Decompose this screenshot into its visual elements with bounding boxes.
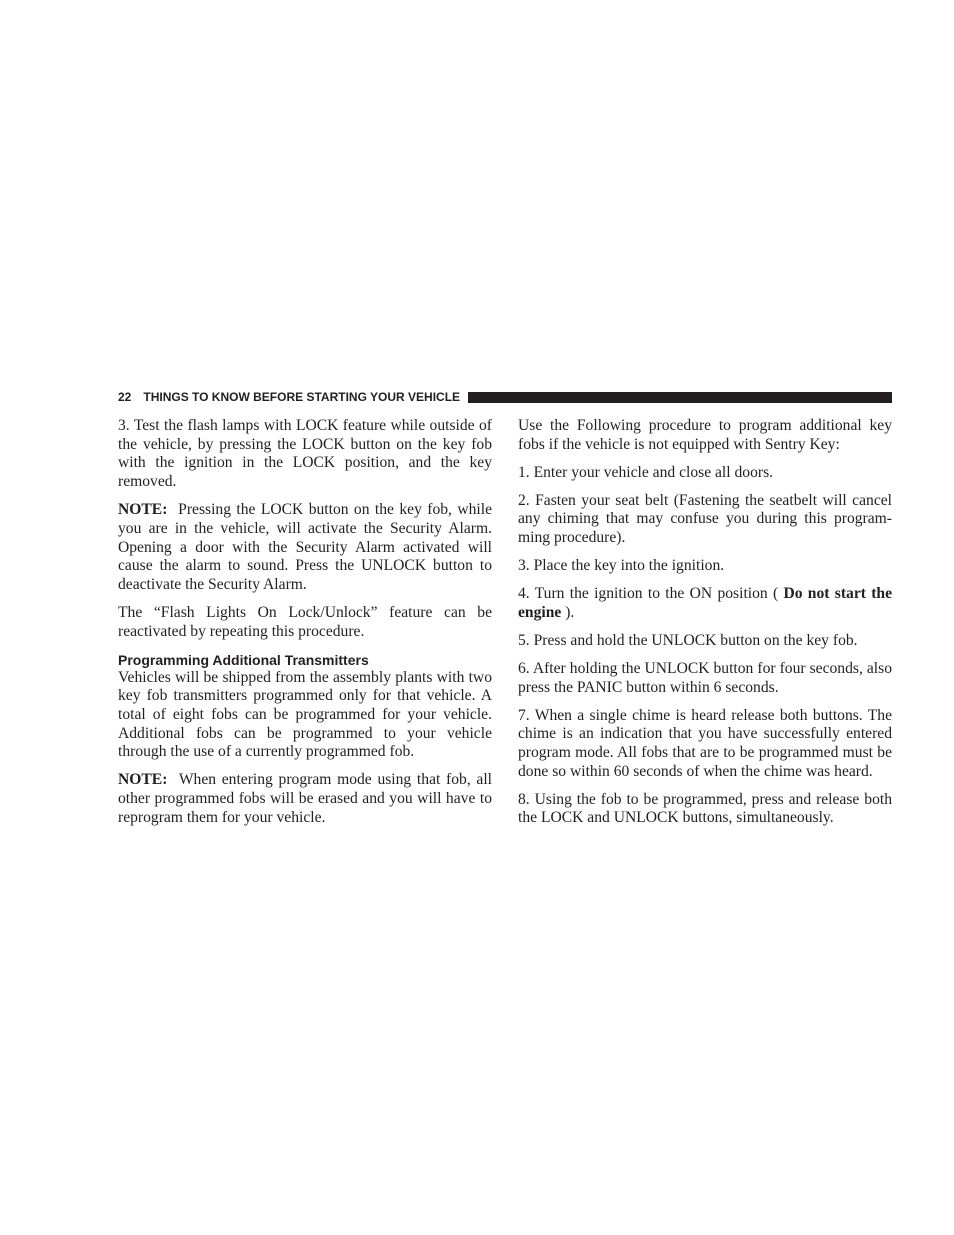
procedure-step: 5. Press and hold the UNLOCK button on the key fob. [518, 631, 858, 649]
procedure-step: 1. Enter your vehicle and close all doors. [518, 463, 774, 481]
procedure-step: 3. Place the key into the ignition. [518, 557, 725, 575]
note-text: When entering program mode using that fob, all other programmed fobs will be erased and you will have to reprogram them for your vehicle. [118, 771, 493, 826]
procedure-step: 8. Using the fob to be programmed, press and release both the LOCK and UNLOCK buttons, simultaneously. [518, 790, 892, 827]
procedure-intro: Use the Following procedure to program additional key fobs if the vehicle is not equipped with Sentry Key: [518, 417, 892, 453]
step-emphasis: Do not start the engine [518, 585, 893, 621]
procedure-step: 2. Fasten your seat belt (Fastening the seatbelt will cancel any chiming that may confuse you during this programming procedure). [518, 491, 892, 547]
header-rule [468, 392, 892, 403]
running-header [118, 389, 892, 405]
section-heading: Programming Additional Transmitters [118, 651, 369, 668]
note-paragraph [118, 501, 492, 595]
step-3-paragraph: 3. Test the flash lamps with LOCK feature while outside of the vehicle, by pressing the LOCK button on the key fob with the ignition in the LOCK position, and the key removed. [118, 417, 492, 491]
section-title: THINGS TO KNOW BEFORE STARTING YOUR VEHICLE [143, 390, 461, 404]
procedure-step [518, 585, 892, 622]
step-text: 4. Turn the ignition to the ON position ( [518, 585, 784, 603]
left-column [118, 417, 492, 837]
note-text: Pressing the LOCK button on the key fob, while you are in the vehicle, will activate the Security Alarm. Opening a door with the Security Alarm activated will cause the alarm to sound. Press the UNLOCK button to deactivate the Security Alarm. [118, 501, 492, 593]
page-number: 22 [118, 390, 132, 404]
procedure-step: 6. After holding the UNLOCK button for four seconds, also press the PANIC button within 6 seconds. [518, 659, 892, 696]
shipping-paragraph: Vehicles will be shipped from the assembly plants with two key fob transmitters programmed only for that vehicle. A total of eight fobs can be programmed for your vehicle. Additional fobs can be programmed to your vehicle through the use of a currently programmed fob. [118, 668, 492, 761]
right-column [518, 417, 892, 837]
note-label: NOTE: [118, 501, 168, 519]
step-text: ). [561, 603, 575, 621]
note-label: NOTE: [118, 771, 168, 789]
reactivate-paragraph: The “Flash Lights On Lock/Unlock” feature can be reactivated by repeating this procedure. [118, 603, 492, 640]
procedure-step: 7. When a single chime is heard release both buttons. The chime is an indication that you have successfully entered program mode. All fobs that are to be programmed must be done so within 60 seconds of when the chime was heard. [518, 706, 892, 780]
note-paragraph [118, 771, 492, 827]
